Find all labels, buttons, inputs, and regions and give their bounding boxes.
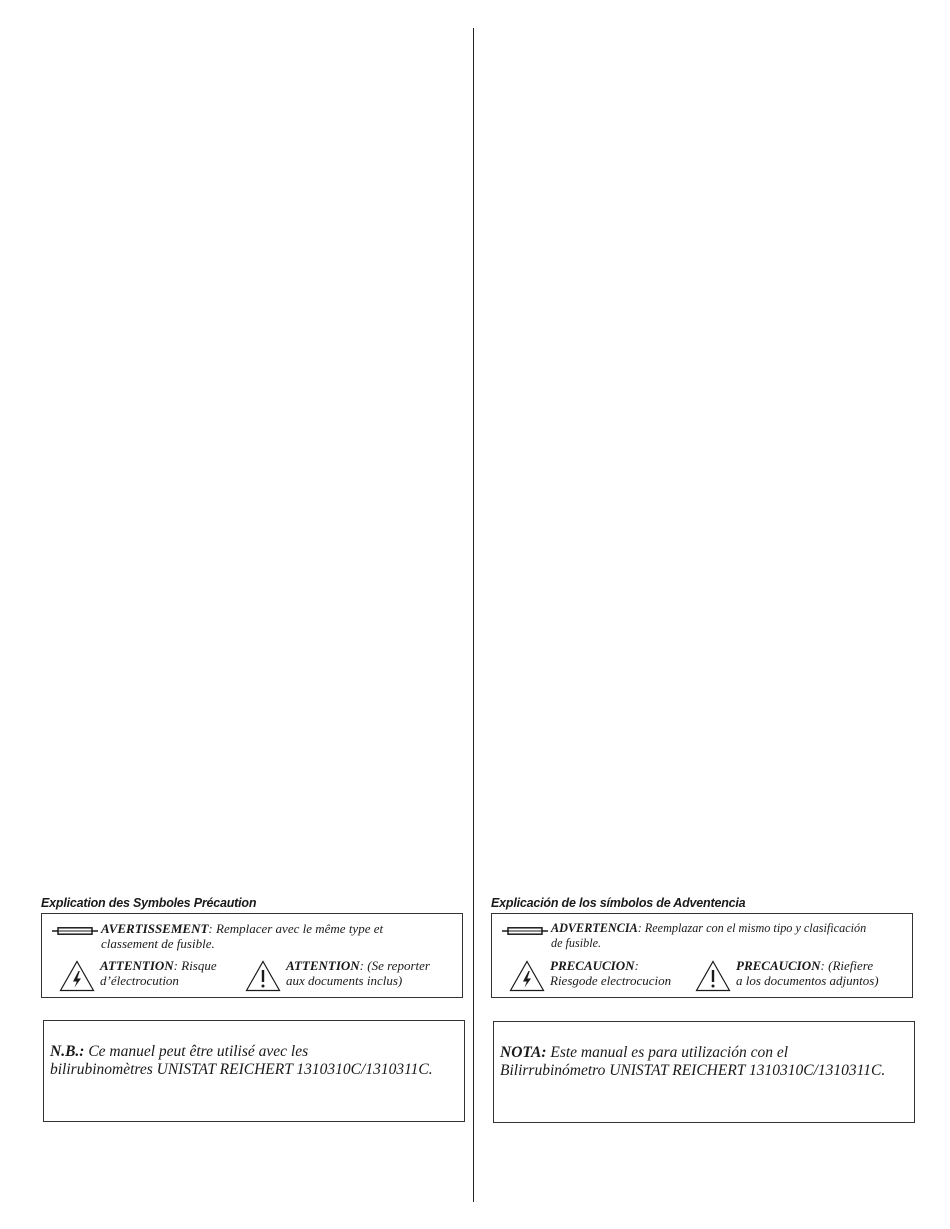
exclamation-warning-icon	[245, 960, 281, 992]
spanish-electrical-text-line2: Riesgode electrocucion	[550, 973, 672, 988]
spanish-fuse-label: ADVERTENCIA	[551, 921, 638, 935]
french-symbols-box	[41, 913, 463, 998]
french-fuse-text-line2: classement de fusible.	[101, 936, 215, 951]
spanish-fuse-text-line2: de fusible.	[551, 936, 602, 950]
french-note-text-line2: bilirubinomètres UNISTAT REICHERT 1310310C/1310311C.	[50, 1061, 433, 1078]
french-general-text-line2: aux documents inclus)	[286, 973, 403, 988]
french-note-box	[43, 1020, 465, 1122]
spanish-general-text-line2: a los documentos adjuntos)	[736, 973, 879, 988]
fuse-icon	[52, 927, 98, 935]
french-note-text: Ce manuel peut être utilisé avec les	[84, 1043, 309, 1060]
spanish-note-text-line2: Bilirrubinómetro UNISTAT REICHERT 1310310C/1310311C.	[500, 1062, 886, 1079]
french-fuse-text: : Remplacer avec le même type et	[208, 921, 384, 936]
french-general-label: ATTENTION	[286, 958, 360, 973]
french-fuse-warning	[52, 921, 454, 951]
spanish-note-label: NOTA:	[500, 1044, 547, 1061]
french-note	[50, 1043, 458, 1079]
spanish-general-label: PRECAUCION	[736, 958, 821, 973]
french-section-title: Explication des Symboles Précaution	[41, 896, 257, 910]
spanish-electrical-text: :	[634, 958, 639, 973]
spanish-electrical-warning	[509, 958, 679, 988]
french-general-warning	[245, 958, 460, 988]
column-divider	[473, 28, 474, 1202]
exclamation-warning-icon	[695, 960, 731, 992]
french-electrical-text-line2: d’électrocution	[100, 973, 179, 988]
spanish-section-title: Explicación de los símbolos de Adventencia	[491, 896, 746, 910]
spanish-note-text: Este manual es para utilización con el	[546, 1044, 789, 1061]
spanish-fuse-text: : Reemplazar con el mismo tipo y clasificación	[637, 921, 867, 935]
spanish-note-box	[493, 1021, 915, 1123]
french-note-label: N.B.:	[50, 1043, 85, 1060]
spanish-note	[500, 1044, 908, 1080]
fuse-icon	[502, 927, 548, 935]
spanish-electrical-label: PRECAUCION	[550, 958, 635, 973]
french-electrical-text: : Risque	[173, 958, 217, 973]
spanish-general-text: : (Riefiere	[820, 958, 874, 973]
spanish-symbols-box	[491, 913, 913, 998]
electric-shock-warning-icon	[509, 960, 545, 992]
french-general-text: : (Se reporter	[359, 958, 430, 973]
spanish-general-warning	[695, 958, 910, 988]
french-electrical-warning	[59, 958, 229, 988]
electric-shock-warning-icon	[59, 960, 95, 992]
french-fuse-label: AVERTISSEMENT	[101, 921, 209, 936]
spanish-fuse-warning	[502, 921, 904, 951]
french-electrical-label: ATTENTION	[100, 958, 174, 973]
